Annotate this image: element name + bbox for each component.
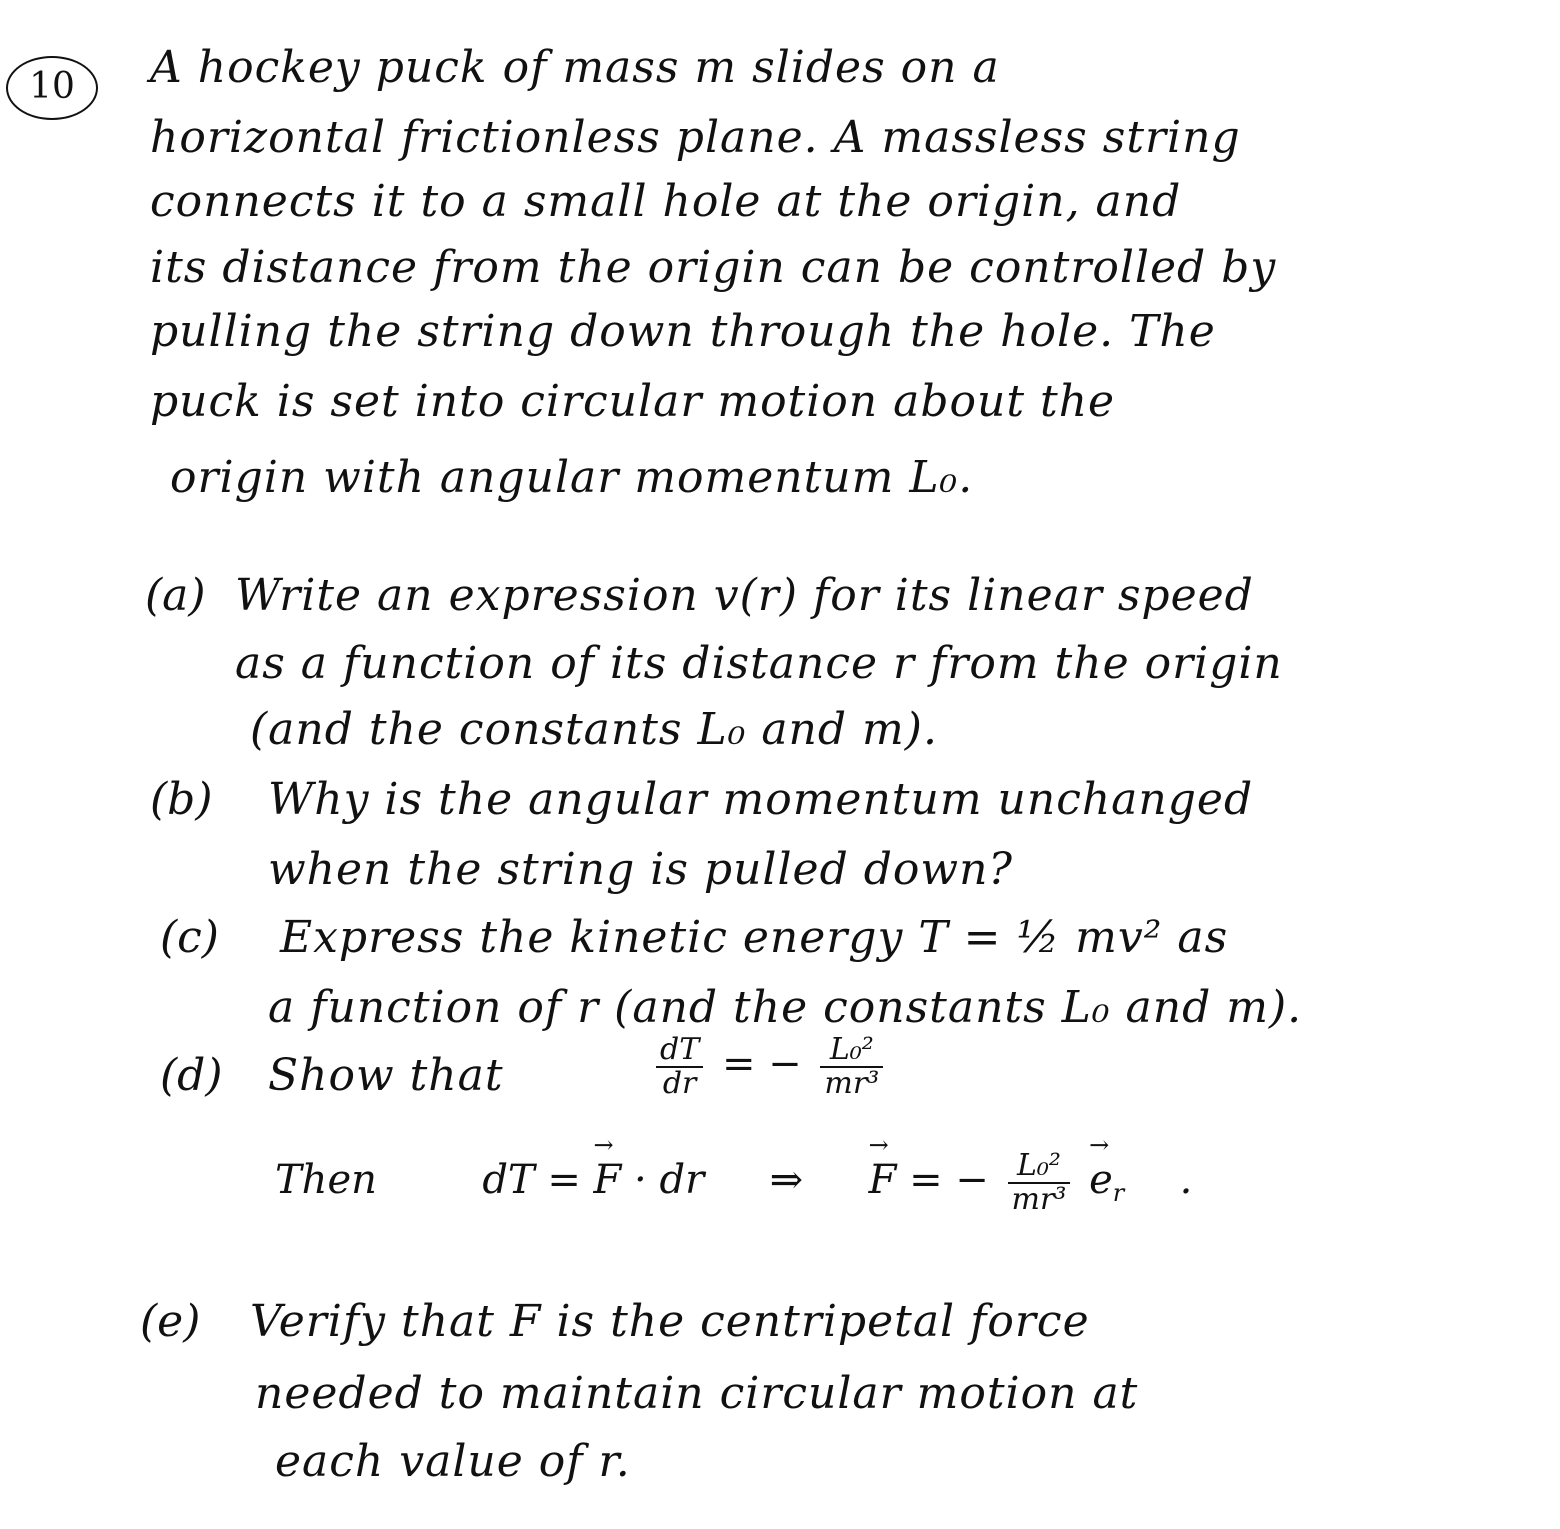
statement-line: connects it to a small hole at the origin, and — [150, 176, 1182, 227]
force-vector: → F — [869, 1157, 897, 1203]
period: . — [1179, 1157, 1193, 1203]
statement-line: pulling the string down through the hole. The — [150, 306, 1216, 357]
dT-equals: dT = — [482, 1157, 581, 1203]
part-a-label: (a) — [145, 570, 206, 621]
statement-line: horizontal frictionless plane. A massless string — [150, 112, 1241, 163]
equals-minus: = − — [721, 1041, 802, 1087]
fraction-numerator: dT — [656, 1034, 703, 1068]
dot-dr-vector: · dr — [634, 1157, 705, 1203]
L0-mr3-fraction — [820, 1034, 883, 1100]
statement-line: puck is set into circular motion about the — [150, 376, 1116, 427]
part-c-line: Express the kinetic energy T = ½ mv² as — [280, 912, 1229, 963]
part-e-line: Verify that F is the centripetal force — [250, 1296, 1090, 1347]
then-word: Then — [275, 1157, 377, 1203]
statement-line: its distance from the origin can be controlled by — [150, 242, 1277, 293]
fraction-denominator: mr³ — [824, 1066, 880, 1101]
part-d-equation — [650, 1034, 889, 1100]
fraction-numerator: L₀² — [820, 1034, 883, 1068]
part-b-line: Why is the angular momentum unchanged — [268, 774, 1254, 825]
radial-unit-vector: → $e_r$ — [1089, 1157, 1124, 1207]
implies-arrow: ⇒ — [769, 1157, 804, 1203]
dT-dr-fraction — [656, 1034, 703, 1100]
then-derivation — [275, 1150, 1192, 1216]
part-b-line: when the string is pulled down? — [268, 844, 1013, 895]
part-e-label: (e) — [140, 1296, 201, 1347]
part-a-line: (and the constants L₀ and m). — [250, 704, 938, 755]
part-d-label: (d) — [160, 1050, 223, 1101]
statement-line: A hockey puck of mass m slides on a — [150, 42, 1000, 93]
part-c-line: a function of r (and the constants L₀ and m). — [268, 982, 1303, 1033]
part-c-label: (c) — [160, 912, 219, 963]
fraction-denominator: dr — [662, 1066, 697, 1101]
part-a-line: Write an expression v(r) for its linear speed — [235, 570, 1254, 621]
statement-line: origin with angular momentum L₀. — [170, 452, 974, 503]
force-vector: → F — [594, 1157, 622, 1203]
equals-minus: = − — [909, 1157, 989, 1203]
part-d-line: Show that — [268, 1050, 504, 1101]
fraction-denominator: mr³ — [1011, 1182, 1067, 1217]
part-b-label: (b) — [150, 774, 213, 825]
problem-number-circle: 10 — [6, 56, 98, 120]
fraction-numerator: L₀² — [1008, 1150, 1071, 1184]
part-e-line: each value of r. — [275, 1436, 631, 1487]
part-e-line: needed to maintain circular motion at — [255, 1368, 1139, 1419]
L0-mr3-fraction — [1008, 1150, 1071, 1216]
part-a-line: as a function of its distance r from the origin — [235, 638, 1283, 689]
